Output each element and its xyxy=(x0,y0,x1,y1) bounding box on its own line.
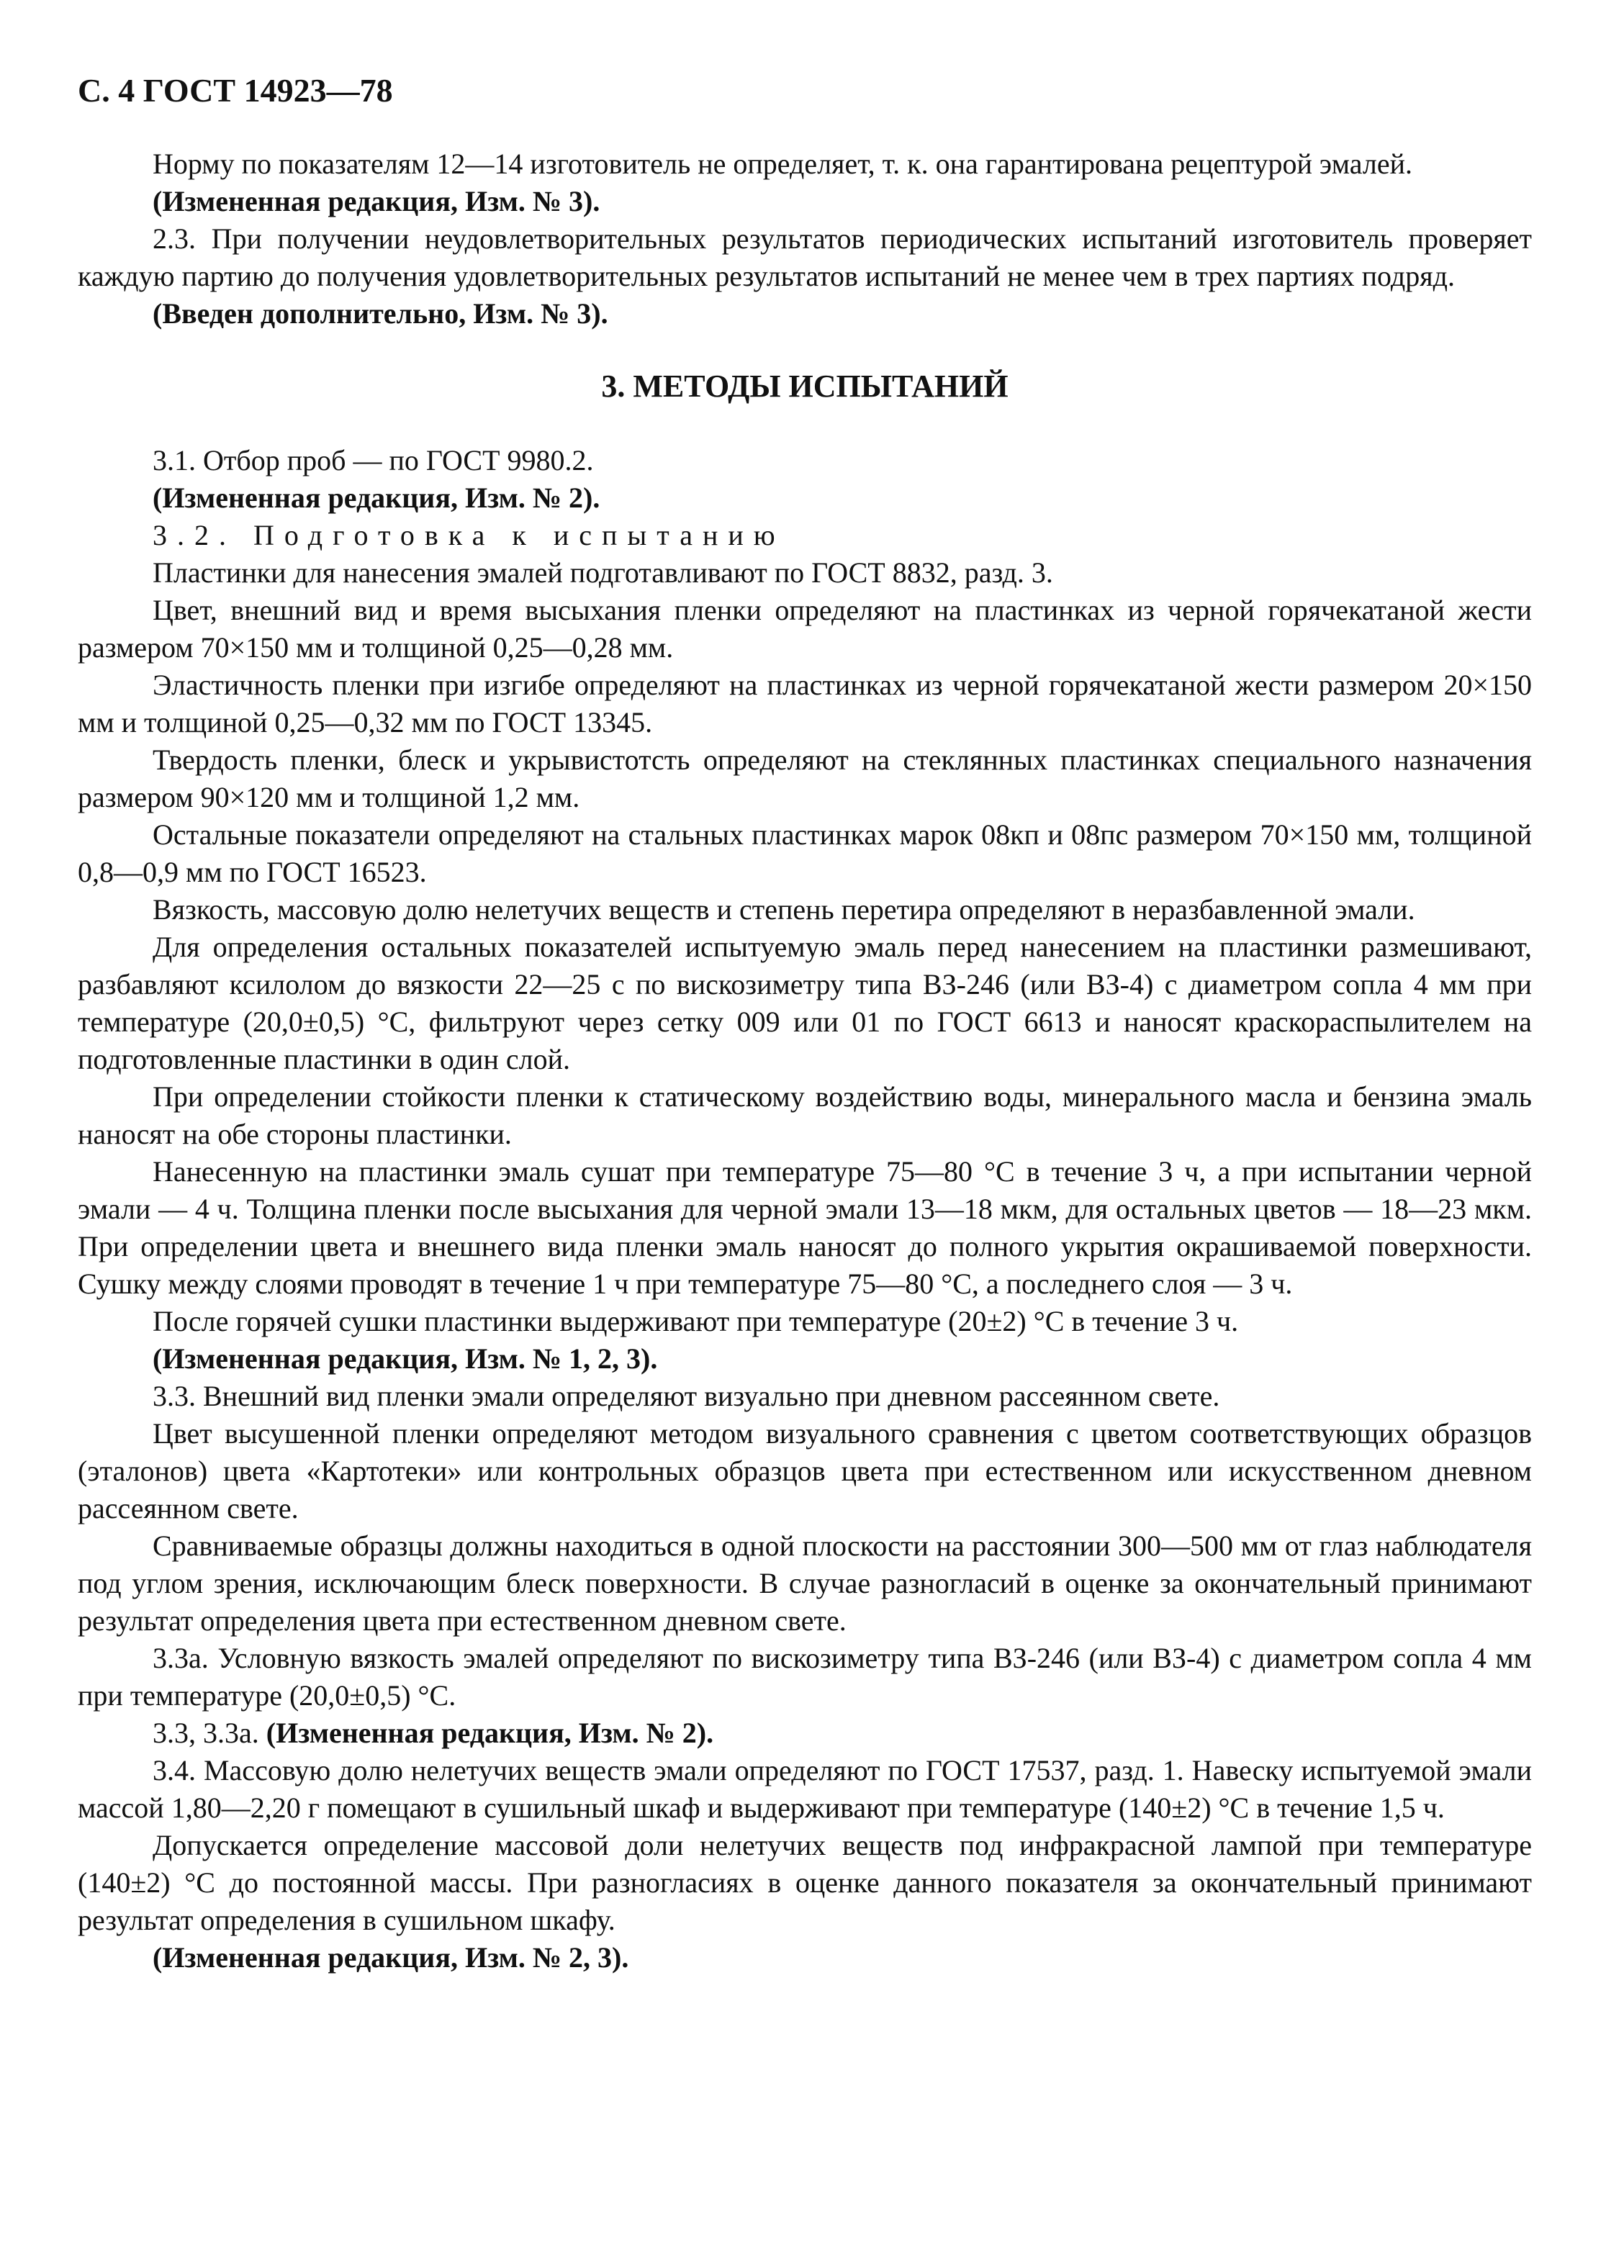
paragraph: Норму по показателям 12—14 изготовитель не определяет, т. к. она гарантирована рецептурой эмалей. xyxy=(153,148,1412,180)
paragraph: 3.4. Массовую долю нелетучих веществ эмали определяют по ГОСТ 17537, разд. 1. Навеску испытуемой эмали массой 1,80—2,20 г помещают в сушильный шкаф и выдерживают при температуре (140±2) °С в течение 1,5 ч. xyxy=(78,1754,1532,1824)
paragraph: 3.1. Отбор проб — по ГОСТ 9980.2. xyxy=(153,444,594,476)
subsection-heading: 3.2. Подготовка к испытанию xyxy=(153,519,785,551)
paragraph: Цвет, внешний вид и время высыхания пленки определяют на пластинках из черной горячекатаной жести размером 70×150 мм и толщиной 0,25—0,28 мм. xyxy=(78,594,1532,664)
page-header: С. 4 ГОСТ 14923—78 xyxy=(78,72,393,109)
section-title: 3. МЕТОДЫ ИСПЫТАНИЙ xyxy=(601,369,1009,404)
paragraph: Вязкость, массовую долю нелетучих веществ и степень перетира определяют в неразбавленной эмали. xyxy=(153,893,1415,926)
amendment-note: (Измененная редакция, Изм. № 2). xyxy=(266,1717,714,1749)
document-page xyxy=(78,69,1532,1976)
amendment-note: (Введен дополнительно, Изм. № 3). xyxy=(153,297,608,330)
paragraph: 3.3а. Условную вязкость эмалей определяют по вискозиметру типа ВЗ-246 (или ВЗ-4) с диаметром сопла 4 мм при температуре (20,0±0,5) °С. xyxy=(78,1642,1532,1712)
paragraph: 3.3. Внешний вид пленки эмали определяют визуально при дневном рассеянном свете. xyxy=(153,1380,1220,1412)
paragraph: Цвет высушенной пленки определяют методом визуального сравнения с цветом соответствующих образцов (эталонов) цвета «Картотеки» или контрольных образцов цвета при естественном или искусственном дневном рассеянном свете. xyxy=(78,1417,1532,1524)
paragraph: Нанесенную на пластинки эмаль сушат при температуре 75—80 °С в течение 3 ч, а при испытании черной эмали — 4 ч. Толщина пленки после высыхания для черной эмали 13—18 мкм, для остальных цветов — 18—23 мкм. При определении цвета и внешнего вида пленки эмаль наносят до полного укрытия окрашиваемой поверхности. Сушку между слоями проводят в течение 1 ч при температуре 75—80 °С, а последнего слоя — 3 ч. xyxy=(78,1155,1532,1300)
paragraph: Пластинки для нанесения эмалей подготавливают по ГОСТ 8832, разд. 3. xyxy=(153,556,1053,589)
paragraph: Допускается определение массовой доли нелетучих веществ под инфракрасной лампой при температуре (140±2) °С до постоянной массы. При разногласиях в оценке данного показателя за окончательный принимают результат определения в сушильном шкафу. xyxy=(78,1829,1532,1936)
paragraph: 2.3. При получении неудовлетворительных результатов периодических испытаний изготовитель проверяет каждую партию до получения удовлетворительных результатов испытаний не менее чем в трех партиях подряд. xyxy=(78,222,1532,292)
paragraph: Эластичность пленки при изгибе определяют на пластинках из черной горячекатаной жести размером 20×150 мм и толщиной 0,25—0,32 мм по ГОСТ 13345. xyxy=(78,669,1532,738)
amendment-note: (Измененная редакция, Изм. № 2). xyxy=(153,482,600,514)
amendment-note: (Измененная редакция, Изм. № 2, 3). xyxy=(153,1941,629,1974)
paragraph-with-note xyxy=(78,1714,1532,1752)
paragraph: После горячей сушки пластинки выдерживают при температуре (20±2) °С в течение 3 ч. xyxy=(153,1305,1239,1337)
paragraph: Остальные показатели определяют на стальных пластинках марок 08кп и 08пс размером 70×150 мм, толщиной 0,8—0,9 мм по ГОСТ 16523. xyxy=(78,818,1532,888)
paragraph: При определении стойкости пленки к статическому воздействию воды, минерального масла и бензина эмаль наносят на обе стороны пластинки. xyxy=(78,1080,1532,1150)
amendment-note: (Измененная редакция, Изм. № 3). xyxy=(153,185,600,217)
paragraph: Сравниваемые образцы должны находиться в одной плоскости на расстоянии 300—500 мм от глаз наблюдателя под углом зрения, исключающим блеск поверхности. В случае разногласий в оценке за окончательный принимают результат определения цвета при естественном дневном свете. xyxy=(78,1530,1532,1637)
paragraph: Твердость пленки, блеск и укрывистотсть определяют на стеклянных пластинках специального назначения размером 90×120 мм и толщиной 1,2 мм. xyxy=(78,744,1532,813)
amendment-note: (Измененная редакция, Изм. № 1, 2, 3). xyxy=(153,1342,658,1375)
paragraph: Для определения остальных показателей испытуемую эмаль перед нанесением на пластинки размешивают, разбавляют ксилолом до вязкости 22—25 с по вискозиметру типа ВЗ-246 (или ВЗ-4) с диаметром сопла 4 мм при температуре (20,0±0,5) °С, фильтруют через сетку 009 или 01 по ГОСТ 6613 и наносят краскораспылителем на подготовленные пластинки в один слой. xyxy=(78,931,1532,1075)
clause-numbers: 3.3, 3.3а. xyxy=(153,1717,266,1749)
